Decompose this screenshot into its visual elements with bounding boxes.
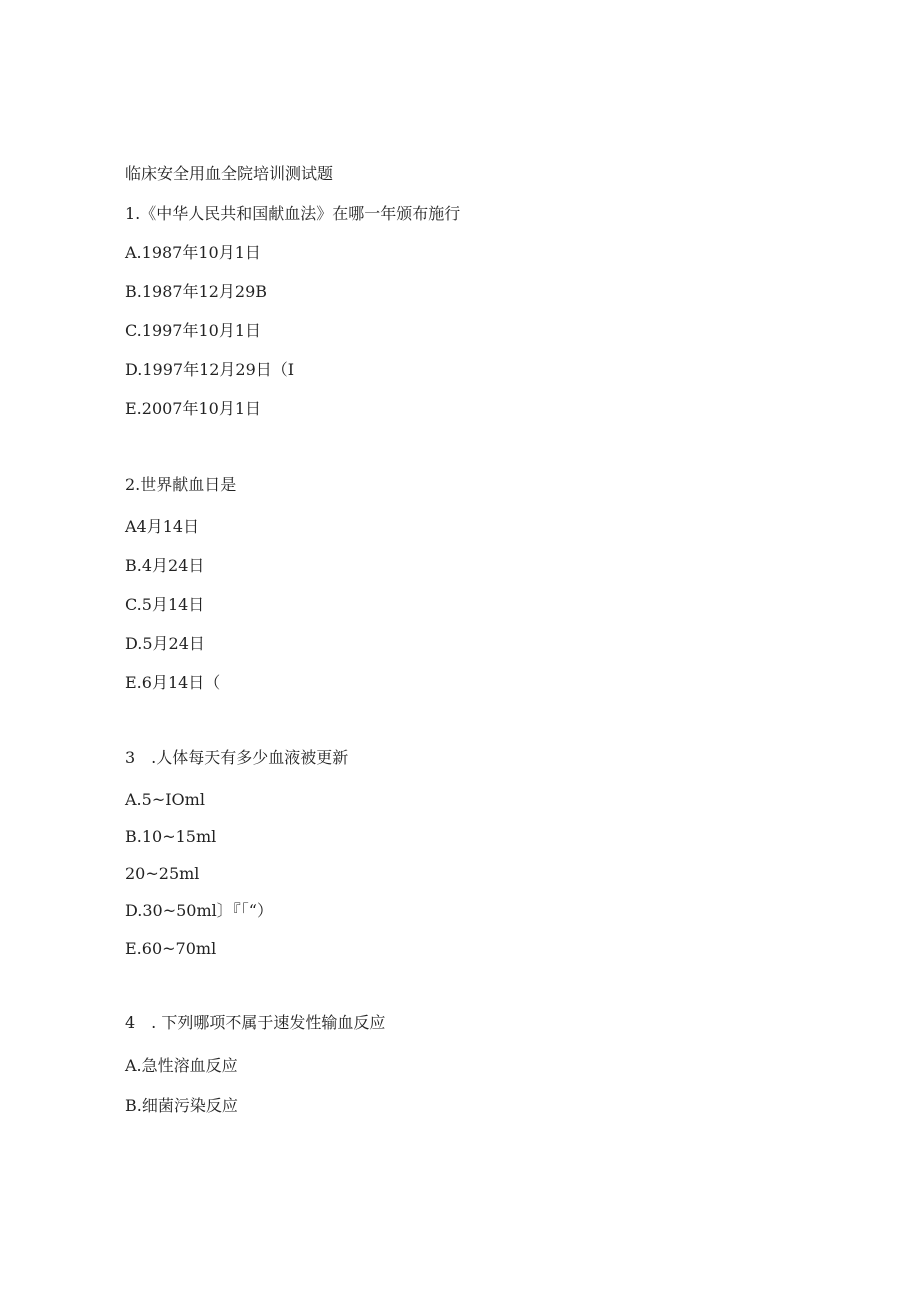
question-3-option-c: 20~25ml	[125, 864, 200, 883]
question-4-option-a: A.急性溶血反应	[125, 1056, 238, 1075]
question-1-option-e: E.2007年10月1日	[125, 399, 262, 418]
question-3-option-e: E.60~70ml	[125, 939, 217, 958]
question-3-option-a: A.5~IOml	[125, 790, 205, 809]
question-3: 3 .人体每天有多少血液被更新	[125, 748, 349, 767]
question-2-option-a: A4月14日	[125, 517, 200, 536]
question-1: 1.《中华人民共和国献血法》在哪一年颁布施行	[125, 204, 461, 223]
question-1-option-a: A.1987年10月1日	[125, 243, 261, 262]
question-2-option-c: C.5月14日	[125, 595, 205, 614]
question-4: 4 . 下列哪项不属于速发性输血反应	[125, 1013, 386, 1032]
document-title: 临床安全用血全院培训测试题	[125, 164, 334, 183]
question-1-option-d: D.1997年12月29日（I	[125, 360, 295, 379]
question-4-option-b: B.细菌污染反应	[125, 1096, 238, 1115]
question-2-option-b: B.4月24日	[125, 556, 205, 575]
question-2-option-e: E.6月14日（	[125, 673, 221, 692]
question-3-option-d: D.30~50ml〕『「“）	[125, 901, 273, 920]
question-2-option-d: D.5月24日	[125, 634, 205, 653]
question-1-option-b: B.1987年12月29B	[125, 282, 268, 301]
question-1-option-c: C.1997年10月1日	[125, 321, 262, 340]
question-2: 2.世界献血日是	[125, 475, 237, 494]
question-3-option-b: B.10~15ml	[125, 827, 217, 846]
